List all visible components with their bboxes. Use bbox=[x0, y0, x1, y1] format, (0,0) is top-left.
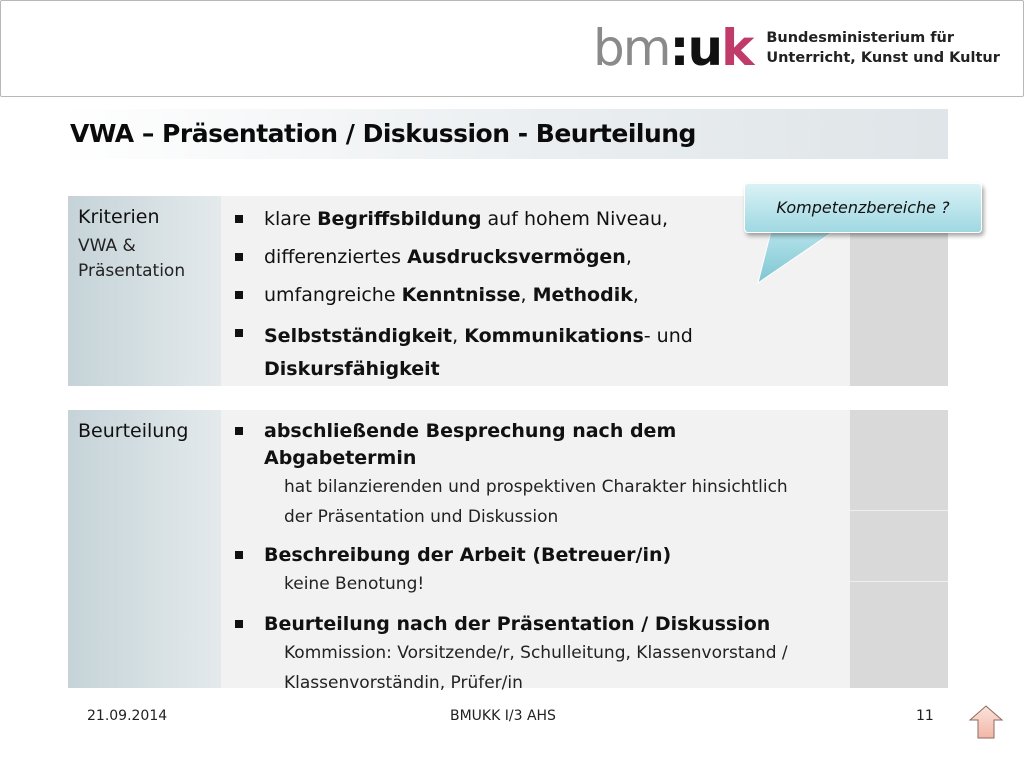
sub-text: der Präsentation und Diskussion bbox=[284, 507, 559, 527]
beurteilung-label-cell bbox=[68, 410, 221, 688]
text: , bbox=[520, 284, 533, 306]
logo-mark bbox=[593, 19, 753, 77]
sub-text: hat bilanzierenden und prospektiven Charakter hinsichtlich bbox=[284, 477, 788, 497]
beurteilung-content-cell bbox=[221, 410, 850, 693]
divider bbox=[850, 510, 948, 511]
footer-page-number: 11 bbox=[916, 708, 934, 724]
home-arrow-icon[interactable] bbox=[968, 704, 1004, 740]
bold-text: Diskursfähigkeit bbox=[264, 358, 440, 380]
list-item bbox=[231, 320, 831, 386]
bold-text: Begriffsbildung bbox=[317, 208, 482, 230]
kriterien-label: Kriterien bbox=[78, 206, 160, 228]
bold-text: Kommunikations bbox=[464, 325, 644, 347]
logo-text-line1: Bundesministerium für bbox=[766, 30, 955, 46]
bold-text: Methodik bbox=[532, 284, 633, 306]
title-bar bbox=[60, 109, 948, 159]
logo-mark-bm: bm bbox=[593, 19, 670, 77]
callout-text: Kompetenzbereiche ? bbox=[776, 198, 950, 217]
text: klare bbox=[264, 208, 318, 230]
text: , bbox=[632, 284, 639, 306]
text: differenziertes bbox=[264, 246, 408, 268]
footer-date: 21.09.2014 bbox=[87, 708, 168, 724]
text: , bbox=[452, 325, 465, 347]
bold-text: Selbstständigkeit bbox=[264, 325, 453, 347]
kriterien-list bbox=[231, 206, 831, 386]
beurteilung-row bbox=[68, 410, 948, 693]
kompetenz-callout bbox=[744, 183, 982, 293]
list-item bbox=[231, 282, 831, 309]
sub-text: Klassenvorständin, Prüfer/in bbox=[284, 673, 523, 693]
logo-mark-colon: : bbox=[669, 19, 688, 77]
text: - und bbox=[643, 325, 693, 347]
bold-text: Ausdrucksvermögen bbox=[407, 246, 626, 268]
text: auf hohem Niveau, bbox=[481, 208, 669, 230]
bold-text: Beschreibung der Arbeit (Betreuer/in) bbox=[264, 544, 672, 566]
kriterien-label-cell bbox=[68, 196, 221, 386]
list-item bbox=[231, 418, 831, 532]
beurteilung-label: Beurteilung bbox=[78, 420, 189, 442]
beurteilung-right-cell bbox=[850, 410, 948, 688]
logo-text-line2: Unterricht, Kunst und Kultur bbox=[766, 50, 1000, 66]
list-item bbox=[231, 206, 831, 233]
divider bbox=[850, 581, 948, 582]
kriterien-sublabel: VWA & Präsentation bbox=[78, 236, 186, 281]
bmukk-logo bbox=[593, 19, 1000, 77]
list-item bbox=[231, 611, 831, 698]
logo-text bbox=[766, 28, 1000, 68]
text: , bbox=[625, 246, 632, 268]
slide-title: VWA – Präsentation / Diskussion - Beurteilung bbox=[70, 119, 696, 148]
sub-text: keine Benotung! bbox=[284, 574, 425, 594]
text: umfangreiche bbox=[264, 284, 402, 306]
bold-text: abschließende Besprechung nach dem Abgabetermin bbox=[264, 420, 677, 469]
logo-mark-u: u bbox=[687, 19, 722, 77]
footer-center: BMUKK I/3 AHS bbox=[450, 708, 556, 724]
logo-mark-k: k bbox=[721, 19, 753, 77]
header-box bbox=[0, 0, 1024, 97]
callout-box bbox=[744, 183, 982, 233]
list-item bbox=[231, 542, 831, 599]
beurteilung-list bbox=[231, 418, 831, 698]
list-item bbox=[231, 244, 831, 271]
sub-text: Kommission: Vorsitzende/r, Schulleitung, Klassenvorstand / bbox=[284, 643, 788, 663]
bold-text: Beurteilung nach der Präsentation / Diskussion bbox=[264, 613, 771, 635]
bold-text: Kenntnisse bbox=[401, 284, 521, 306]
